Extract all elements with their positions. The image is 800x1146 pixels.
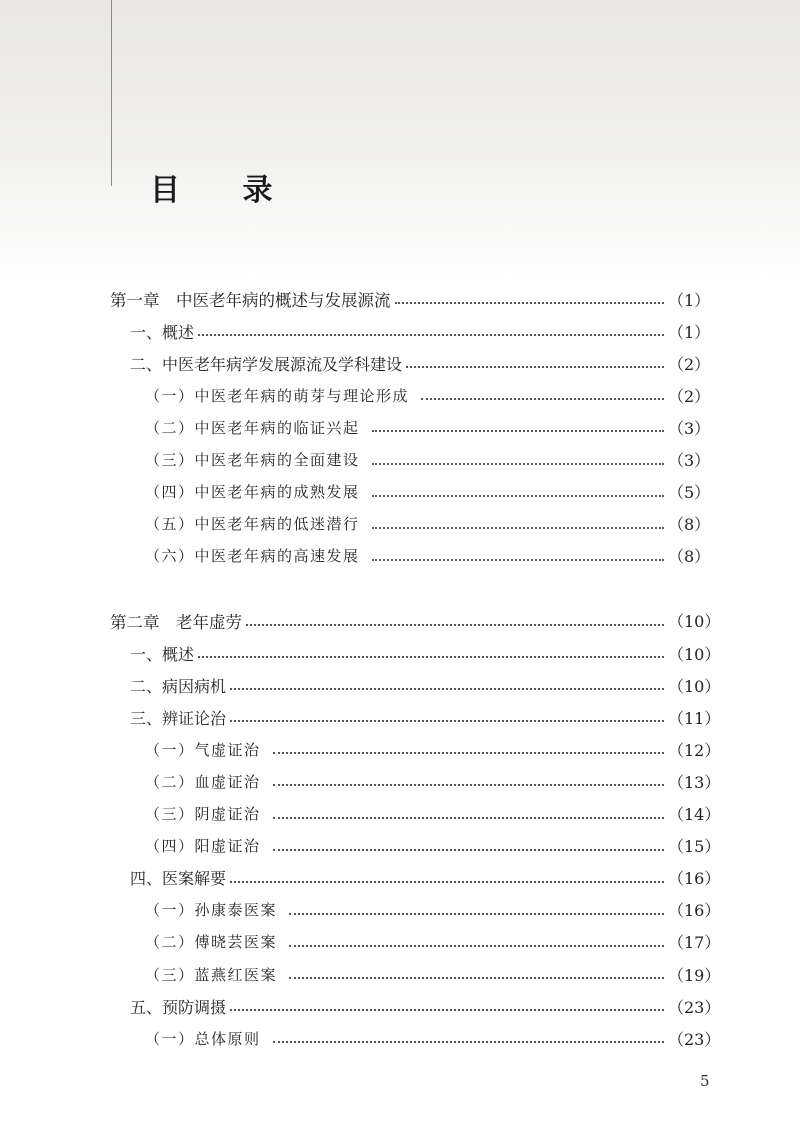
toc-entry-label: （四）阳虚证治 [145,837,261,856]
toc-entry-label: （二）中医老年病的临证兴起 [145,418,360,437]
toc-leader-dots [289,977,664,979]
toc-entry-label: （一）中医老年病的萌芽与理论形成 [145,386,410,405]
page-title: 目 录 [150,173,299,208]
toc-entry-page: （14） [668,805,721,824]
toc-entry-section[interactable] [0,315,800,347]
toc-entry-subsection[interactable] [0,508,800,540]
toc-entry-label: 一、概述 [130,644,195,664]
toc-leader-dots [372,463,664,465]
toc-entry-section[interactable] [0,701,800,733]
toc-leader-dots [198,656,664,658]
toc-leader-dots [289,913,664,915]
toc-entry-page: （23） [668,1029,721,1049]
toc-entry-page: （16） [668,869,721,889]
toc-entry-subsection[interactable] [0,379,800,411]
toc-entry-subsection[interactable] [0,958,800,990]
toc-entry-subsection[interactable] [0,765,800,797]
toc-entry-page: （12） [668,740,721,760]
toc-entry-section[interactable] [0,347,800,379]
toc-leader-dots [273,849,664,851]
toc-entry-page: （2） [668,386,711,406]
toc-leader-dots [372,559,664,561]
toc-entry-label: （六）中医老年病的高速发展 [145,547,360,566]
toc-entry-label: （五）中医老年病的低迷潜行 [145,515,360,534]
toc-leader-dots [230,1009,664,1011]
toc-entry-label: （一）孙康泰医案 [145,901,278,920]
toc-entry-subsection[interactable] [0,411,800,443]
toc-entry-page: （8） [668,515,711,535]
toc-entry-section[interactable] [0,990,800,1022]
toc-entry-subsection[interactable] [0,444,800,476]
toc-leader-dots [273,752,664,754]
toc-entry-page: （5） [668,483,711,503]
toc-entry-label: 五、预防调摄 [130,997,227,1017]
toc-entry-label: 第二章 老年虚劳 [110,612,242,632]
toc-entry-label: （三）中医老年病的全面建设 [145,451,360,469]
toc-entry-page: （16） [668,901,721,921]
toc-entry-subsection[interactable] [0,894,800,926]
toc-leader-dots [273,817,664,819]
toc-entry-chapter[interactable] [0,605,800,637]
toc-leader-dots [246,624,664,626]
toc-entry-label: 第一章 中医老年病的概述与发展源流 [110,291,391,310]
toc-entry-label: 四、医案解要 [130,869,227,889]
toc-entry-label: （一）气虚证治 [145,740,261,759]
toc-leader-dots [372,495,664,497]
toc-entry-page: （3） [668,418,711,438]
toc-entry-section[interactable] [0,637,800,669]
toc-entry-section[interactable] [0,862,800,894]
toc-entry-subsection[interactable] [0,926,800,958]
toc-entry-label: 三、辨证论治 [130,708,227,728]
toc-leader-dots [372,527,664,529]
toc-entry-page: （1） [668,290,711,310]
toc-entry-subsection[interactable] [0,733,800,765]
toc-entry-label: （三）阴虚证治 [145,805,261,823]
toc-entry-page: （2） [668,354,711,374]
toc-leader-dots [421,398,664,400]
toc-entry-page: （10） [668,676,721,696]
toc-entry-page: （8） [668,547,711,567]
toc-entry-section[interactable] [0,669,800,701]
toc-entry-page: （10） [668,644,721,664]
toc-leader-dots [230,881,664,883]
toc-entry-label: （三）蓝燕红医案 [145,965,278,984]
toc-leader-dots [395,302,665,304]
toc-entry-label: 一、概述 [130,322,195,342]
toc-entry-page: （3） [668,451,711,470]
toc-leader-dots [230,688,664,690]
toc-entry-page: （23） [668,997,721,1017]
toc-entry-page: （13） [668,772,721,792]
toc-entry-subsection[interactable] [0,798,800,830]
toc-entry-label: （四）中医老年病的成熟发展 [145,483,360,502]
toc-entry-label: （二）血虚证治 [145,772,261,791]
toc-entry-label: （一）总体原则 [145,1029,261,1048]
toc-leader-dots [289,945,664,947]
toc-entry-label: （二）傅晓芸医案 [145,933,278,952]
page-number: 5 [700,1072,710,1090]
toc-entry-subsection[interactable] [0,830,800,862]
toc-entry-chapter[interactable] [0,283,800,315]
toc-entry-subsection[interactable] [0,476,800,508]
decorative-vertical-line [111,0,112,186]
header-background [0,0,800,290]
toc-entry-label: 二、中医老年病学发展源流及学科建设 [130,354,403,374]
toc-entry-page: （19） [668,965,721,985]
toc-entry-label: 二、病因病机 [130,676,227,696]
toc-entry-page: （11） [668,708,721,728]
toc-entry-subsection[interactable] [0,540,800,572]
toc-leader-dots [230,720,664,722]
toc-leader-dots [406,366,664,368]
toc-leader-dots [273,784,664,786]
toc-leader-dots [198,334,664,336]
toc-entry-page: （15） [668,837,721,857]
toc-leader-dots [273,1041,664,1043]
toc-entry-page: （17） [668,933,721,953]
toc-entry-subsection[interactable] [0,1022,800,1054]
toc-leader-dots [372,430,664,432]
toc-entry-page: （1） [668,322,711,342]
toc-entry-page: （10） [668,612,721,632]
